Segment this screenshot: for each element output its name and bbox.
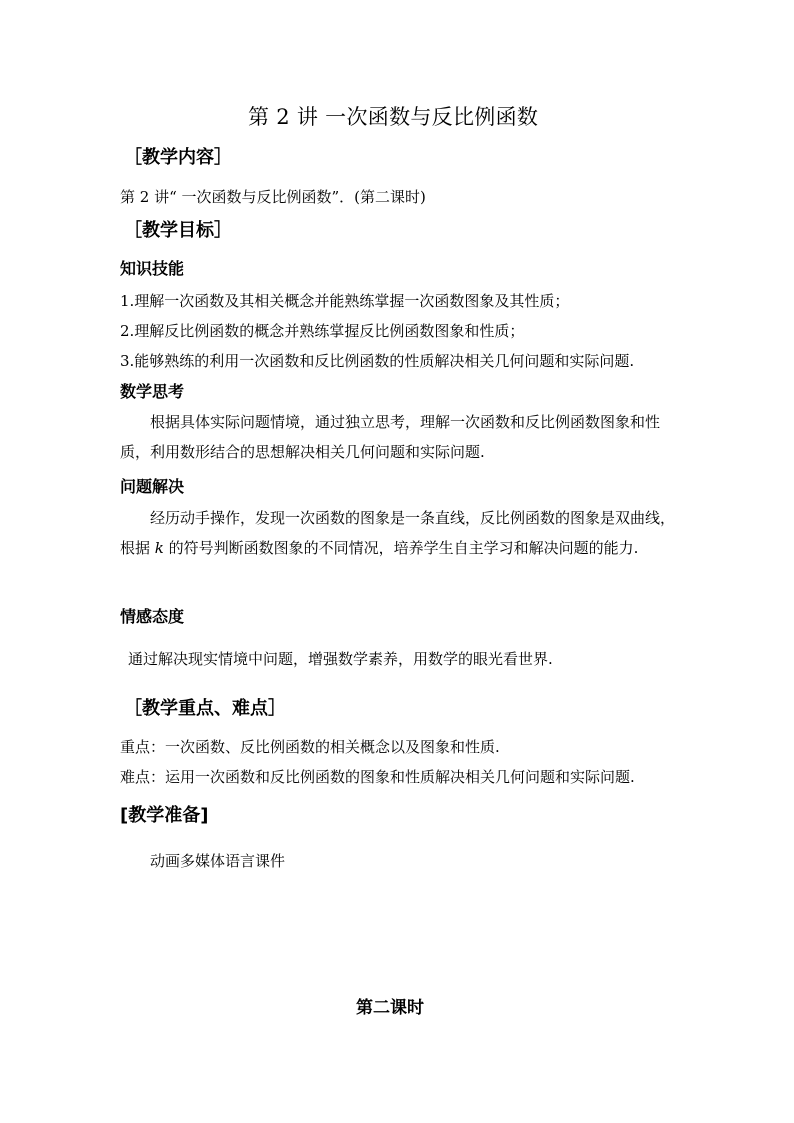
problem-text-before-k: 经历动手操作，发现一次函数的图象是一条直线，反比例函数的图象是双曲线，根据 [120,509,676,557]
section-heading-objectives: ［教学目标］ [124,220,232,241]
subheading-knowledge: 知识技能 [120,259,185,278]
knowledge-item-2: 2.理解反比例函数的概念并熟练掌握反比例函数图象和性质； [120,322,525,340]
key-point-focus: 重点：一次函数、反比例函数的相关概念以及图象和性质. [120,738,500,756]
variable-k: k [154,539,164,557]
content-text: 第 2 讲“ 一次函数与反比例函数”．(第二课时) [120,188,426,206]
thinking-paragraph: 根据具体实际问题情境，通过独立思考，理解一次函数和反比例函数图象和性质，利用数形结合的思想解决相关几何问题和实际问题. [120,413,661,461]
lesson-label: 第二课时 [356,998,424,1018]
section-heading-preparation: [教学准备] [120,805,209,826]
subheading-attitude: 情感态度 [120,607,185,626]
attitude-text: 通过解决现实情境中问题，增强数学素养，用数学的眼光看世界. [128,650,553,668]
subheading-problem: 问题解决 [120,477,185,496]
section-heading-key-points: ［教学重点、难点］ [124,698,286,719]
knowledge-item-1: 1.理解一次函数及其相关概念并能熟练掌握一次函数图象及其性质； [120,292,570,310]
key-point-difficulty: 难点：运用一次函数和反比例函数的图象和性质解决相关几何问题和实际问题. [120,768,635,786]
subheading-thinking: 数学思考 [120,382,185,401]
section-heading-content: ［教学内容］ [124,147,232,168]
preparation-text: 动画多媒体语言课件 [150,852,286,870]
page-title: 第 2 讲 一次函数与反比例函数 [248,105,539,129]
knowledge-item-3: 3.能够熟练的利用一次函数和反比例函数的性质解决相关几何问题和实际问题. [120,352,635,370]
problem-paragraph [120,503,676,563]
problem-text-after-k: 的符号判断函数图象的不同情况，培养学生自主学习和解决问题的能力. [163,539,639,557]
